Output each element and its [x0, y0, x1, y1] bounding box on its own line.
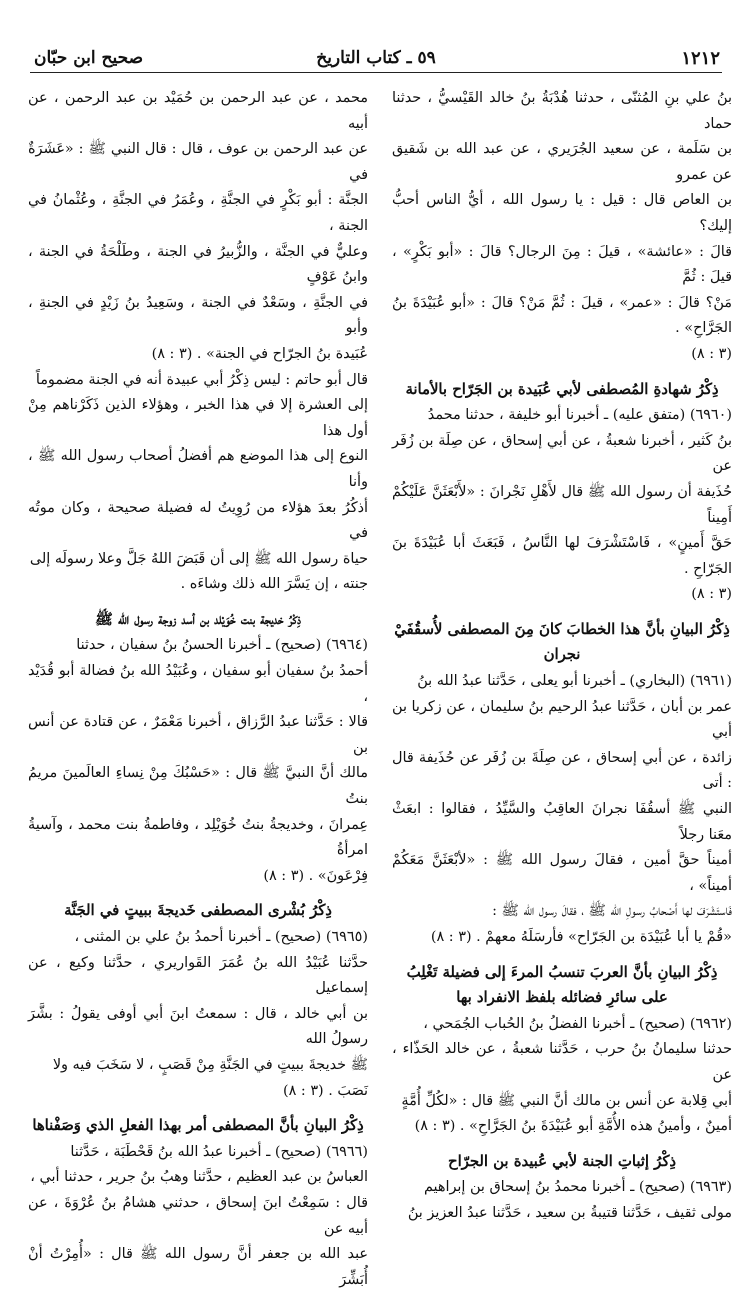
text-line: قال : سَمِعْتُ ابنَ إسحاق ، حدثني هشامُ بنُ عُرْوَةَ ، عن أبيه عن	[28, 1194, 368, 1237]
text-line: الجنَّة : أبو بَكْرٍ في الجنَّةِ ، وعُمَرُ في الجنَّةِ ، وعُثْمانُ في الجنة ،	[28, 192, 368, 234]
section-heading: ذِكْرُ البيانِ بأنَّ العربَ تنسبُ المرءَ إلى فضيلة تَغْلِبُ على سائرِ فضائله بلفظ الانفراد بها	[406, 963, 718, 1007]
text-line: جنته ، إن يَسَّرَ الله ذلك وشاءَه .	[180, 576, 368, 593]
text-line: محمد ، عن عبد الرحمن بن حُمَيْد بن عبد الرحمن ، عن أبيه	[28, 90, 368, 132]
text-line: قالَ : «عائشة» ، قيلَ : مِنَ الرجال؟ قالَ : «أبو بَكْرٍ» ، قيلَ : ثُمَّ	[392, 243, 732, 286]
text-line: مالك أنَّ النبيَّ ﷺ قال : «حَسْبُكَ مِنْ نِساءِ العالَمينَ مريمُ بنتُ	[28, 765, 368, 808]
text-line: (٦٩٦٣) (صحيح) ـ أخبرنا محمدُ بنُ إسحاق بن إبراهيم	[423, 1179, 732, 1196]
header-rule	[30, 72, 722, 73]
section-heading: ذِكْرُ البيانِ بأنَّ هذا الخطابَ كانَ مِنَ المصطفى لأُسقُفَيْ نجران	[394, 620, 730, 664]
text-line: نَصَبَ . (٣ : ٨)	[282, 1082, 368, 1099]
text-line: زائدة ، عن أبي إسحاق ، عن صِلَةَ بن زُفَر عن حُذَيفة قال : أتى	[392, 749, 732, 792]
text-line: عمر بن أبان ، حَدَّثنا عبدُ الرحيم بنُ سليمان ، عن زكريا بن أبي	[392, 698, 732, 741]
text-line: قال أبو حاتم : ليس ذِكْرُ أبي عبيدة أنه في الجنة مضموماً	[35, 371, 368, 388]
text-line: (٦٩٦١) (البخاري) ـ أخبرنا أبو يعلى ، حَدَّثنا عبدُ الله بنُ	[417, 673, 732, 690]
text-line: «قُمْ يا أبا عُبَيْدَة بن الجَرّاح» فأرسَلَهُ معهمْ . (٣ : ٨)	[430, 929, 732, 945]
text-line: بنُ كَثير ، أخبرنا شعبةُ ، عن أبي إسحاق ، عن صِلَة بن زُفَر عن	[392, 432, 732, 475]
text-line: بن العاص قال : قيل : يا رسول الله ، أيُّ الناس أحبُّ إليك؟	[392, 192, 732, 234]
right-column	[392, 86, 732, 1221]
text-line: مولى ثقيف ، حَدَّثنا قتيبةُ بن سعيد ، حَدَّثنا عبدُ العزيز بنُ	[407, 1204, 732, 1221]
text-line: حَقَّ أَمينٍ» ، فَاسْتَشْرَفَ لها النَّاسُ ، فَبَعَثَ أبا عُبَيْدَةَ بنَ الجَرّاحِ .	[392, 535, 732, 577]
text-line: أذكُرُ بعدَ هؤلاء من رُوِيتُ له فضيلة صحيحة ، وكان موتُه في	[28, 499, 368, 542]
text-line: بن أبي خالد ، قال : سمعتُ ابنَ أبي أوفى يقولُ : بشَّرَ رسولُ الله	[28, 1005, 368, 1048]
text-line: حدثنا سليمانُ بنُ حرب ، حَدَّثنا شعبةُ ، عن خالد الحَذّاء ، عن	[392, 1041, 732, 1083]
running-header	[30, 44, 722, 74]
section-heading: ذِكْرُ البيانِ بأنَّ المصطفى أمر بهذا الفعلِ الذي وَصَفْناها	[32, 1117, 364, 1135]
text-line: ﷺ خديجةَ ببيتٍ في الجَنَّةِ مِنْ قَصَبٍ ، لا سَخَبَ فيه ولا	[52, 1056, 368, 1073]
text-line: (٦٩٦٥) (صحيح) ـ أخبرنا أحمدُ بنُ علي بن المثنى ،	[74, 929, 368, 945]
text-line: (٣ : ٨)	[691, 586, 732, 603]
section-heading: ذِكْرُ بُشْرى المصطفى خَديجةَ ببيتٍ في الجَنَّة	[64, 902, 332, 920]
text-line: (٦٩٦٦) (صحيح) ـ أخبرنا عبدُ الله بنُ قَحْطَبَة ، حَدَّثنا	[70, 1143, 368, 1160]
text-line: عن عبد الرحمن بن عوف ، قال : قال النبي ﷺ : «عَشَرَةٌ في	[28, 141, 368, 183]
section-heading: ذِكْرُ شهادةِ المُصطفى لأبي عُبَيدة بن الجَرّاح بالأمانة	[405, 380, 719, 398]
text-line: مَنْ؟ قالَ : «عمر» ، قيلَ : ثُمَّ مَنْ؟ قالَ : «أبو عُبَيْدَةَ بنُ الجَرَّاحِ» .	[392, 294, 732, 337]
text-line: بنُ علي بنِ المُثنّى ، حدثنا هُدْبَةُ بنُ خالد القَيْسيُّ ، حدثنا حماد	[392, 90, 732, 132]
text-line: العباسُ بن عبد العظيم ، حدَّثنا وهبُ بنُ جرير ، حدثنا أبي ،	[30, 1169, 368, 1186]
text-line: (٦٩٦٤) (صحيح) ـ أخبرنا الحسنُ بنُ سفيان ، حدثنا	[76, 637, 368, 654]
text-line: بن سَلَمة ، عن سعيد الجُرَيري ، عن عبد الله بن شَقيق عن عمرو	[392, 141, 732, 183]
section-heading: ذِكْرُ خديجة بنت خُوَيْلد بن أسد زوجة رسول الله ﷺ	[95, 610, 301, 628]
text-line: أبي قِلابة عن أنس بن مالك أنَّ النبي ﷺ قال : «لكُلِّ أُمَّةٍ	[401, 1092, 732, 1109]
text-line: النوع إلى هذا الموضع هم أفضلُ أصحاب رسول الله ﷺ ، وأنا	[28, 448, 368, 490]
text-line: النبي ﷺ أسقُفَا نجرانَ العاقِبُ والسَّيِّدُ ، فقالوا : ابعَثْ معَنا رجلاً	[392, 801, 732, 843]
text-line: عبد الله بن جعفر أنَّ رسول الله ﷺ قال : «أُمِرْتُ أنْ أُبَشِّرَ	[28, 1246, 368, 1288]
text-line: حياة رسول الله ﷺ إلى أن قَبَضَ اللهُ جَلَّ وعلا رسولَه إلى	[29, 550, 368, 567]
text-line: وعليٌّ في الجنَّة ، والزُّبيرُ في الجنة ، وطَلْحَةُ في الجنة ، وابنُ عَوْفٍ	[28, 243, 368, 286]
text-line: فَاستَشْرَفَ لها أَصْحابُ رسولِ الله ﷺ ، فقالَ رسول الله ﷺ :	[492, 903, 732, 920]
text-line: أمينٌ ، وأمينُ هذه الأُمَّةِ أبو عُبَيْدَةَ بنُ الجَرَّاحِ» . (٣ : ٨)	[414, 1118, 732, 1135]
text-line: قالا : حَدَّثنا عبدُ الرَّزاق ، أخبرنا مَعْمَرٌ ، عن قتادة عن أنس بن	[28, 714, 368, 756]
text-line: في الجنَّةِ ، وسَعْدٌ في الجنة ، وسَعِيدُ بنُ زَيْدٍ في الجنةِ ، وأبو	[28, 294, 368, 337]
section-heading: ذِكْرُ إثباتِ الجنة لأبي عُبيدة بن الجرّاح	[448, 1152, 676, 1170]
page-number: ١٢١٢	[681, 48, 720, 69]
text-line: أحمدُ بنُ سفيان أبو سفيان ، وعُبَيْدُ الله بنُ فضالة أبو قُدَيْد ،	[28, 663, 368, 705]
text-line: (٦٩٦٢) (صحيح) ـ أخبرنا الفضلُ بنُ الحُباب الجُمَحي ،	[423, 1015, 732, 1032]
left-column	[28, 86, 368, 1288]
text-line: (٣ : ٨)	[691, 345, 732, 362]
text-line: إلى العشرة إلا في هذا الخبر ، وهؤلاء الذين ذَكَرْناهم مِنْ أول هذا	[28, 397, 368, 439]
text-line: (٦٩٦٠) (متفق عليه) ـ أخبرنا أبو خليفة ، حدثنا محمدُ	[427, 407, 732, 424]
text-line: عُبَيدة بنُ الجرّاح في الجنة» . (٣ : ٨)	[151, 345, 368, 362]
text-line: أميناً حقَّ أمين ، فقالَ رسول الله ﷺ : «لأبْعَثَنَّ مَعَكُمْ أميناً» ،	[392, 852, 732, 894]
text-line: عِمرانَ ، وخديجةُ بنتُ خُوَيْلِد ، وفاطمةُ بنت محمد ، وآسيةُ امرأةُ	[28, 816, 368, 859]
book-title: صحيح ابن حبّان	[34, 48, 144, 68]
chapter-title: ٥٩ ـ كتاب التاريخ	[316, 48, 436, 68]
text-line: فِرْعَونَ» . (٣ : ٨)	[263, 867, 368, 884]
text-line: حُذَيفة أن رسول الله ﷺ قال لأَهْلِ نَجْرانَ : «لأَبْعَثَنَّ عَلَيْكُمْ أَمِيناً	[392, 483, 732, 526]
text-line: حدَّثنا عُبَيْدُ الله بنُ عُمَرَ القَواريري ، حدَّثنا وكيع ، عن إسماعيل	[28, 954, 368, 997]
